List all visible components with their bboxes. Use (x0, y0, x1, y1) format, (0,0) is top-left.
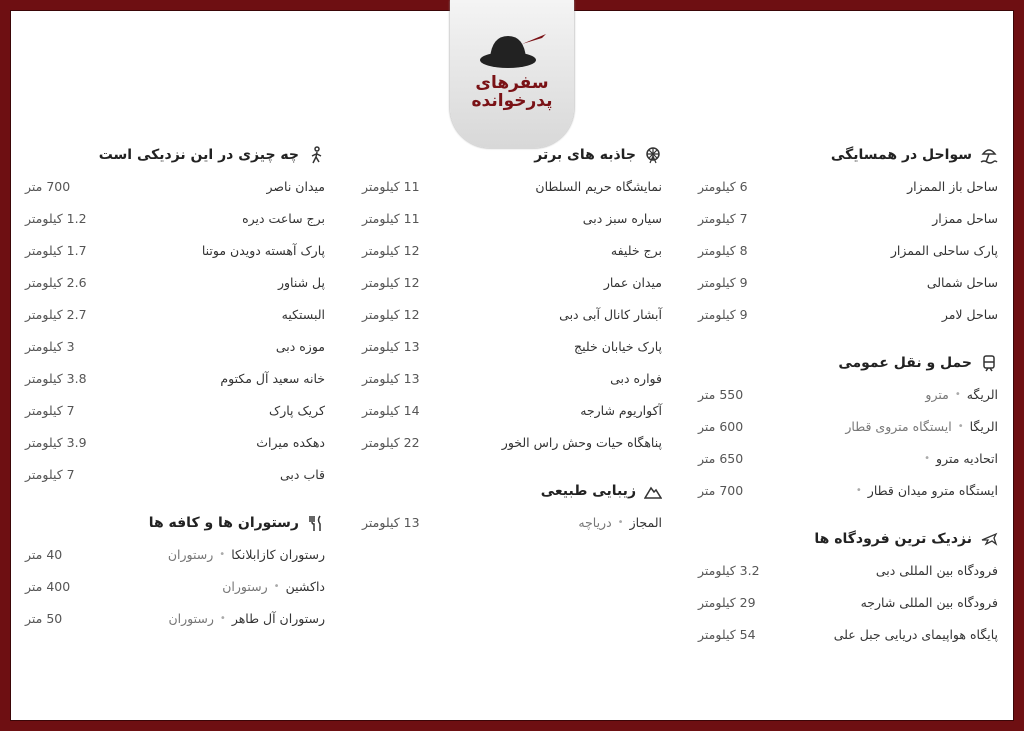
place-name: ساحل ممزار (932, 210, 998, 226)
list-item (362, 362, 662, 394)
distance-value: 7 کیلومتر (25, 402, 75, 418)
place-name: فرودگاه بین المللی شارجه (860, 594, 998, 610)
list-item (698, 410, 998, 442)
separator-dot: • (219, 612, 226, 624)
place-name: الریگا (969, 418, 998, 434)
place-name: خانه سعید آل مکتوم (220, 370, 325, 386)
airports-section (698, 524, 998, 650)
list-item (362, 298, 662, 330)
column-right (698, 140, 998, 668)
ferris-wheel-icon (644, 146, 662, 164)
distance-value: 14 کیلومتر (362, 402, 420, 418)
nature-title: زیبایی طبیعی (540, 483, 636, 499)
distance-value: 22 کیلومتر (362, 434, 420, 450)
separator-dot: • (855, 484, 862, 496)
place-name: ساحل شمالی (926, 274, 998, 290)
distance-value: 11 کیلومتر (362, 178, 420, 194)
distance-value: 3.9 کیلومتر (25, 434, 87, 450)
distance-value: 1.2 کیلومتر (25, 210, 87, 226)
separator-dot: • (957, 420, 964, 432)
place-name: میدان عمار (603, 274, 662, 290)
separator-dot: • (617, 516, 624, 528)
place-name: پایگاه هواپیمای دریایی جبل علی (833, 626, 998, 642)
restaurants-section (25, 508, 325, 634)
distance-value: 550 متر (698, 386, 744, 402)
distance-value: 2.6 کیلومتر (25, 274, 87, 290)
place-name: آبشار کانال آبی دبی (559, 306, 662, 322)
airplane-icon (980, 530, 998, 548)
separator-dot: • (273, 580, 280, 592)
distance-value: 3.2 کیلومتر (698, 562, 760, 578)
list-item (362, 394, 662, 426)
distance-value: 700 متر (698, 482, 744, 498)
beaches-header (698, 140, 998, 170)
transport-section (698, 348, 998, 506)
place-type: ایستگاه متروی قطار (845, 418, 952, 434)
attractions-section (362, 140, 662, 458)
separator-dot: • (924, 452, 931, 464)
place-name: ایستگاه مترو میدان قطار (867, 482, 998, 498)
distance-value: 13 کیلومتر (362, 514, 420, 530)
place-name: موزه دبی (275, 338, 325, 354)
distance-value: 7 کیلومتر (698, 210, 748, 226)
place-name: الریگه (966, 386, 998, 402)
list-item (362, 330, 662, 362)
distance-value: 54 کیلومتر (698, 626, 756, 642)
list-item (25, 234, 325, 266)
list-item (698, 266, 998, 298)
list-item (25, 298, 325, 330)
place-name: ساحل لامر (941, 306, 998, 322)
distance-value: 9 کیلومتر (698, 274, 748, 290)
list-item (698, 618, 998, 650)
nearby-title: چه چیزی در این نزدیکی است (98, 147, 299, 163)
list-item (25, 394, 325, 426)
attractions-title: جاذبه های برتر (534, 147, 636, 163)
distance-value: 9 کیلومتر (698, 306, 748, 322)
place-name: پارک ساحلی الممزار (890, 242, 998, 258)
place-name: البستکیه (281, 306, 325, 322)
list-item (698, 554, 998, 586)
distance-value: 12 کیلومتر (362, 242, 420, 258)
list-item (698, 474, 998, 506)
beaches-section (698, 140, 998, 330)
place-name: رستوران کازابلانکا (231, 546, 325, 562)
train-icon (980, 354, 998, 372)
list-item (25, 458, 325, 490)
brand-logo[interactable] (450, 0, 574, 148)
distance-value: 3.8 کیلومتر (25, 370, 87, 386)
beach-icon (980, 146, 998, 164)
place-name: میدان ناصر (266, 178, 325, 194)
distance-value: 11 کیلومتر (362, 210, 420, 226)
list-item (25, 266, 325, 298)
place-name: برج خلیفه (610, 242, 662, 258)
restaurants-header (25, 508, 325, 538)
place-name: ساحل باز الممزار (907, 178, 998, 194)
list-item (25, 170, 325, 202)
distance-value: 8 کیلومتر (698, 242, 748, 258)
transport-title: حمل و نقل عمومی (838, 355, 972, 371)
separator-dot: • (954, 388, 961, 400)
place-name: دهکده میراث (256, 434, 325, 450)
fork-knife-icon (307, 514, 325, 532)
place-name: سیاره سبز دبی (582, 210, 662, 226)
list-item (698, 378, 998, 410)
distance-value: 600 متر (698, 418, 744, 434)
list-item (25, 362, 325, 394)
place-name: کریک پارک (269, 402, 325, 418)
place-name: پل شناور (277, 274, 325, 290)
distance-value: 12 کیلومتر (362, 306, 420, 322)
nearby-section (25, 140, 325, 490)
place-name: پارک آهسته دویدن موتنا (201, 242, 325, 258)
distance-value: 40 متر (25, 546, 63, 562)
place-name: پناهگاه حیات وحش راس الخور (501, 434, 662, 450)
place-name: پارک خیابان خلیج (574, 338, 662, 354)
nature-header (362, 476, 662, 506)
nature-section (362, 476, 662, 538)
list-item (362, 170, 662, 202)
distance-value: 13 کیلومتر (362, 338, 420, 354)
beaches-title: سواحل در همسایگی (830, 147, 972, 163)
place-name: فواره دبی (610, 370, 662, 386)
distance-value: 12 کیلومتر (362, 274, 420, 290)
list-item (25, 570, 325, 602)
distance-value: 3 کیلومتر (25, 338, 75, 354)
separator-dot: • (219, 548, 226, 560)
list-item (362, 266, 662, 298)
place-type: رستوران (167, 546, 214, 562)
place-name: اتحادیه مترو (936, 450, 998, 466)
list-item (698, 298, 998, 330)
airports-title: نزدیک ترین فرودگاه ها (814, 531, 972, 547)
walking-person-icon (307, 146, 325, 164)
mountain-icon (644, 482, 662, 500)
list-item (698, 202, 998, 234)
column-left (25, 140, 325, 652)
list-item (362, 234, 662, 266)
list-item (25, 426, 325, 458)
place-type: مترو (925, 386, 949, 402)
brand-name: سفرهای پدرخوانده (471, 73, 553, 111)
airports-header (698, 524, 998, 554)
distance-value: 700 متر (25, 178, 71, 194)
nearby-header (25, 140, 325, 170)
distance-value: 7 کیلومتر (25, 466, 75, 482)
place-name: المجاز (629, 514, 662, 530)
place-type: دریاچه (578, 514, 612, 530)
place-name: داکشین (285, 578, 325, 594)
distance-value: 29 کیلومتر (698, 594, 756, 610)
list-item (698, 586, 998, 618)
restaurants-title: رستوران ها و کافه ها (148, 515, 299, 531)
list-item (698, 442, 998, 474)
place-name: قاب دبی (280, 466, 325, 482)
place-type: رستوران (222, 578, 268, 594)
list-item (698, 170, 998, 202)
place-name: آکواریوم شارجه (580, 402, 662, 418)
distance-value: 400 متر (25, 578, 71, 594)
list-item (362, 202, 662, 234)
list-item (25, 202, 325, 234)
place-type: رستوران (168, 610, 214, 626)
list-item (362, 426, 662, 458)
list-item (25, 538, 325, 570)
list-item (698, 234, 998, 266)
distance-value: 6 کیلومتر (698, 178, 748, 194)
list-item (362, 506, 662, 538)
distance-value: 1.7 کیلومتر (25, 242, 87, 258)
place-name: نمایشگاه حریم السلطان (535, 178, 662, 194)
transport-header (698, 348, 998, 378)
distance-value: 650 متر (698, 450, 744, 466)
place-name: رستوران آل طاهر (231, 610, 325, 626)
list-item (25, 602, 325, 634)
distance-value: 13 کیلومتر (362, 370, 420, 386)
hat-logo-icon (478, 28, 548, 72)
column-middle (362, 140, 662, 556)
distance-value: 50 متر (25, 610, 63, 626)
place-name: فرودگاه بین المللی دبی (875, 562, 998, 578)
list-item (25, 330, 325, 362)
distance-value: 2.7 کیلومتر (25, 306, 87, 322)
place-name: برج ساعت دیره (242, 210, 325, 226)
